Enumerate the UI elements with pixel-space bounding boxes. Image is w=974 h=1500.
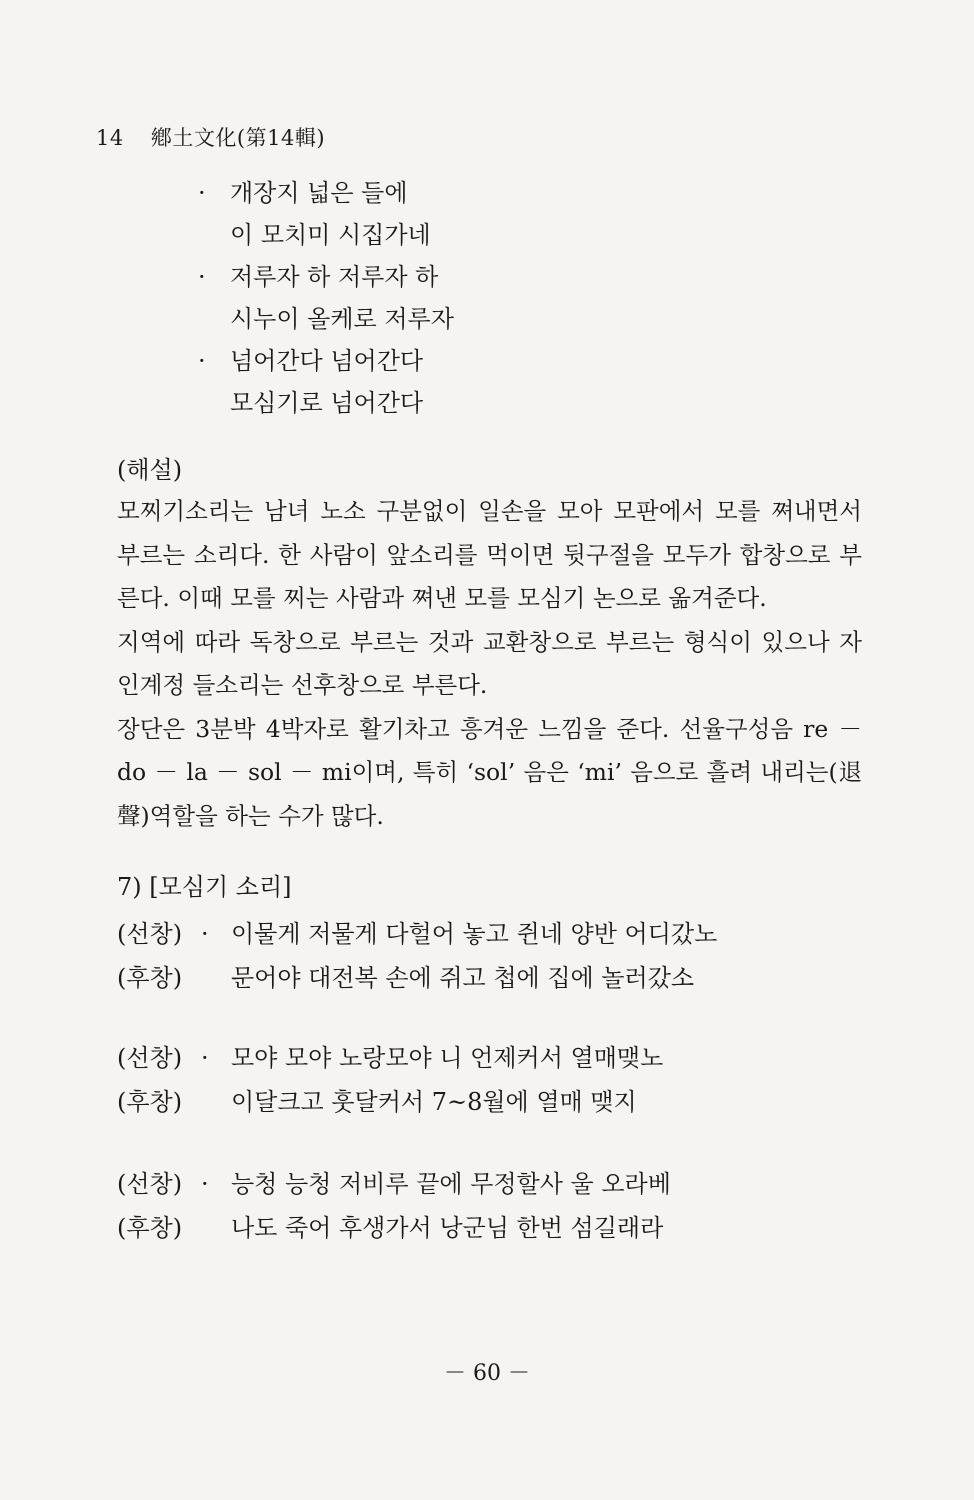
call-line bbox=[117, 1036, 663, 1080]
header-book-title: 鄕土文化(第14輯) bbox=[150, 126, 326, 150]
call-role: (선창) bbox=[117, 1170, 183, 1198]
response-line bbox=[117, 956, 717, 1000]
verse-text: 시누이 올케로 저루자 bbox=[230, 305, 454, 333]
verse-line bbox=[198, 172, 454, 214]
call-response-group bbox=[117, 1036, 663, 1124]
verse-text: 모심기로 넘어간다 bbox=[230, 389, 424, 417]
call-text: 모야 모야 노랑모야 니 언제커서 열매맺노 bbox=[231, 1044, 664, 1072]
header-page-number: 14 bbox=[96, 126, 124, 150]
commentary-body bbox=[117, 490, 862, 838]
response-line bbox=[117, 1080, 663, 1124]
commentary-title: (해설) bbox=[117, 456, 183, 484]
call-line bbox=[117, 1162, 671, 1206]
verse-line bbox=[198, 382, 454, 424]
running-header bbox=[96, 122, 325, 152]
response-text: 나도 죽어 후생가서 낭군님 한번 섬길래라 bbox=[231, 1214, 664, 1242]
verse-text: 이 모치미 시집가네 bbox=[230, 221, 431, 249]
commentary-paragraph: 모찌기소리는 남녀 노소 구분없이 일손을 모아 모판에서 모를 쪄내면서 부르는 소리다. 한 사람이 앞소리를 먹이면 뒷구절을 모두가 합창으로 부른다. 이때 모를 찌는 사람과 쪄낸 모를 모심기 논으로 옮겨준다. bbox=[117, 497, 862, 612]
verse-block bbox=[198, 172, 454, 424]
bullet-mark: · bbox=[201, 920, 209, 948]
response-text: 문어야 대전복 손에 쥐고 첩에 집에 놀러갔소 bbox=[231, 964, 695, 992]
page-number: － 60 － bbox=[444, 1361, 530, 1386]
call-line bbox=[117, 912, 717, 956]
call-response-group bbox=[117, 1162, 671, 1250]
bullet-mark: · bbox=[201, 1170, 209, 1198]
call-role: (선창) bbox=[117, 1044, 183, 1072]
response-role: (후창) bbox=[117, 1088, 183, 1116]
verse-text: 저루자 하 저루자 하 bbox=[230, 263, 439, 291]
call-text: 능청 능청 저비루 끝에 무정할사 울 오라베 bbox=[231, 1170, 671, 1198]
verse-line bbox=[198, 298, 454, 340]
bullet-mark: · bbox=[201, 1044, 209, 1072]
section-title: 7) [모심기 소리] bbox=[117, 873, 292, 901]
verse-line bbox=[198, 256, 454, 298]
response-line bbox=[117, 1206, 671, 1250]
verse-line bbox=[198, 214, 454, 256]
verse-line bbox=[198, 340, 454, 382]
verse-text: 개장지 넓은 들에 bbox=[230, 179, 408, 207]
commentary-paragraph: 장단은 3분박 4박자로 활기차고 흥겨운 느낌을 준다. 선율구성음 re － do － la － sol － mi이며, 특히 ‘sol’ 음은 ‘mi’ 음으로 흘려 내리는(退聲)역할을 하는 수가 많다. bbox=[117, 714, 862, 830]
verse-text: 넘어간다 넘어간다 bbox=[230, 347, 424, 375]
bullet-mark: · bbox=[198, 179, 206, 207]
bullet-mark: · bbox=[198, 347, 206, 375]
bullet-mark: · bbox=[198, 263, 206, 291]
response-role: (후창) bbox=[117, 964, 183, 992]
response-text: 이달크고 훗달커서 7~8월에 열매 맺지 bbox=[231, 1088, 637, 1116]
call-role: (선창) bbox=[117, 920, 183, 948]
response-role: (후창) bbox=[117, 1214, 183, 1242]
call-response-group bbox=[117, 912, 717, 1000]
call-text: 이물게 저물게 다헐어 놓고 쥔네 양반 어디갔노 bbox=[231, 920, 718, 948]
commentary-paragraph: 지역에 따라 독창으로 부르는 것과 교환창으로 부르는 형식이 있으나 자인계정 들소리는 선후창으로 부른다. bbox=[117, 627, 862, 699]
